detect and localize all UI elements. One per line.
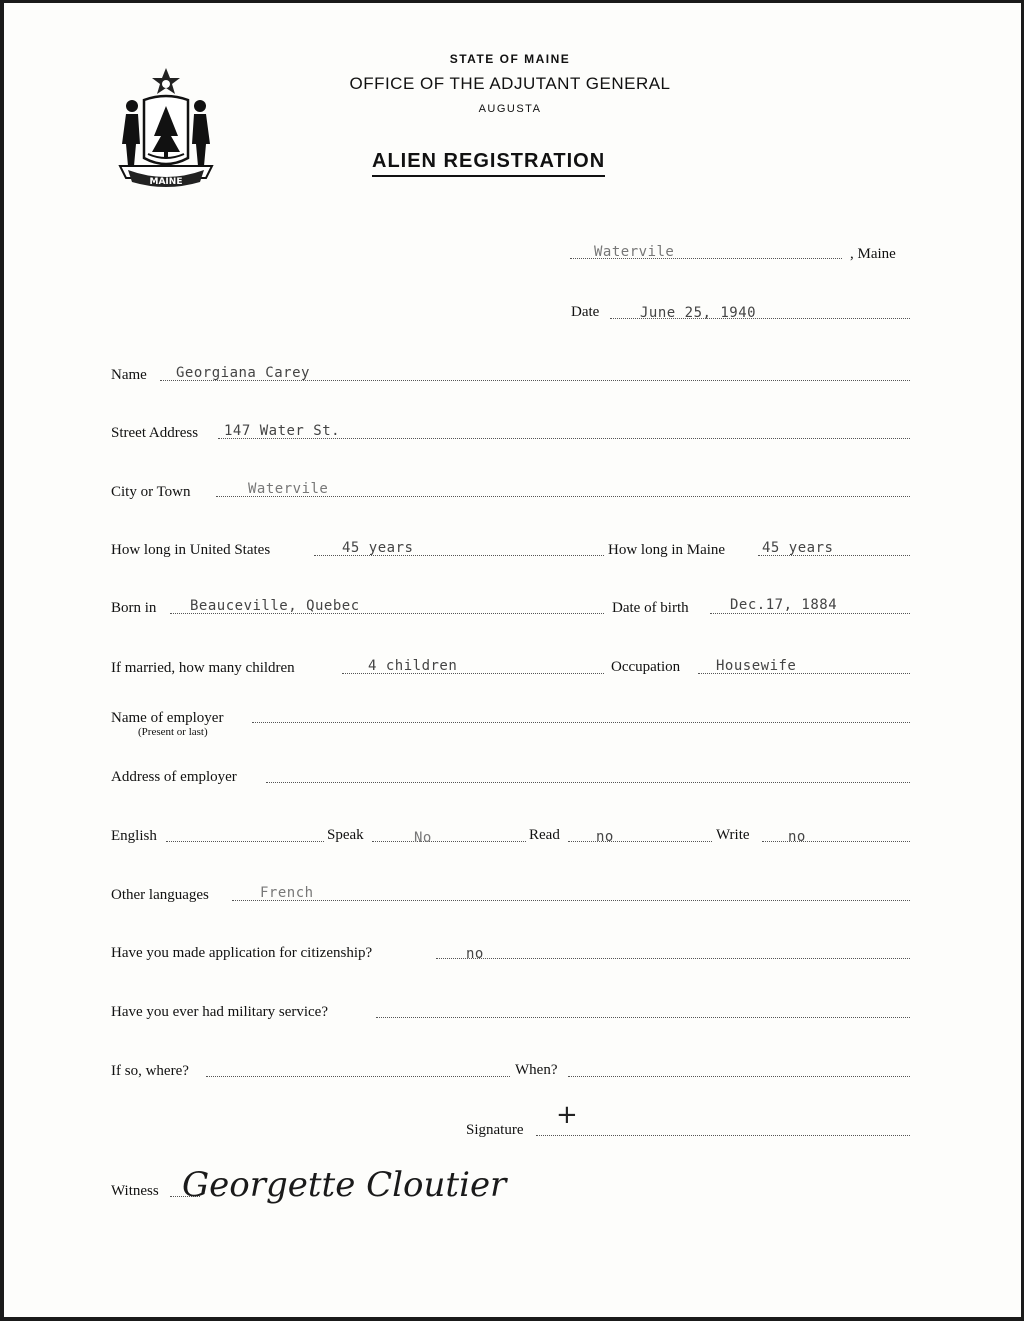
read-label: Read [529,827,560,843]
speak-label: Speak [327,827,364,843]
when-line [568,1076,910,1077]
how-long-maine-label: How long in Maine [608,542,726,558]
employer-name-line [252,722,910,723]
write-line [762,841,910,842]
employer-name-label: Name of employer [111,710,224,726]
english-line [166,841,324,842]
town-value: Watervile [594,244,675,260]
read-line [568,841,712,842]
date-of-birth-label: Date of birth [612,600,689,616]
where-label: If so, where? [111,1063,189,1079]
other-languages-line [232,900,910,901]
scan-edge-top [0,0,1024,3]
read-value: no [596,829,614,845]
write-label: Write [716,827,750,843]
signature-label: Signature [466,1122,524,1138]
other-languages-label: Other languages [111,887,209,903]
date-label: Date [571,304,600,320]
when-label: When? [515,1062,558,1078]
scan-edge-bottom [0,1317,1024,1321]
witness-signature-text: Georgette Cloutier [182,1165,507,1205]
occupation-label: Occupation [611,659,681,675]
children-value: 4 children [368,658,458,674]
born-in-value: Beauceville, Quebec [190,598,360,614]
how-long-us-value: 45 years [342,540,414,556]
witness-label: Witness [111,1183,159,1199]
write-value: no [788,829,806,845]
citizenship-value: no [466,946,484,962]
date-value: June 25, 1940 [640,305,757,321]
other-languages-value: French [260,885,314,901]
street-address-label: Street Address [111,425,199,441]
scan-edge-left [0,0,4,1321]
maine-state-seal-icon [114,66,218,192]
header-office: OFFICE OF THE ADJUTANT GENERAL [349,74,671,93]
name-value: Georgiana Carey [176,365,310,381]
citizenship-line [436,958,910,959]
military-line [376,1017,910,1018]
date-of-birth-line [710,613,910,614]
date-of-birth-value: Dec.17, 1884 [730,597,838,613]
name-label: Name [111,367,147,383]
header-city: AUGUSTA [478,103,542,115]
children-label: If married, how many children [111,660,295,676]
form-title: ALIEN REGISTRATION [372,150,605,177]
town-suffix: , Maine [850,246,896,262]
how-long-maine-value: 45 years [762,540,834,556]
seal-text: MAINE [149,177,183,187]
english-label: English [111,828,157,844]
born-in-label: Born in [111,600,157,616]
military-label: Have you ever had military service? [111,1004,328,1020]
employer-address-label: Address of employer [111,769,237,785]
witness-signature [176,1152,546,1232]
signature-mark: + [556,1100,579,1130]
speak-value: No [414,830,432,846]
signature-line [536,1135,910,1136]
speak-line [372,841,526,842]
header-state: STATE OF MAINE [449,52,571,66]
employer-address-line [266,782,910,783]
street-address-value: 147 Water St. [224,423,341,439]
how-long-us-label: How long in United States [111,542,271,558]
city-value: Watervile [248,481,329,497]
city-label: City or Town [111,484,191,500]
citizenship-label: Have you made application for citizenship? [111,945,373,961]
occupation-value: Housewife [716,658,797,674]
employer-name-sublabel: (Present or last) [138,726,208,738]
where-line [206,1076,510,1077]
